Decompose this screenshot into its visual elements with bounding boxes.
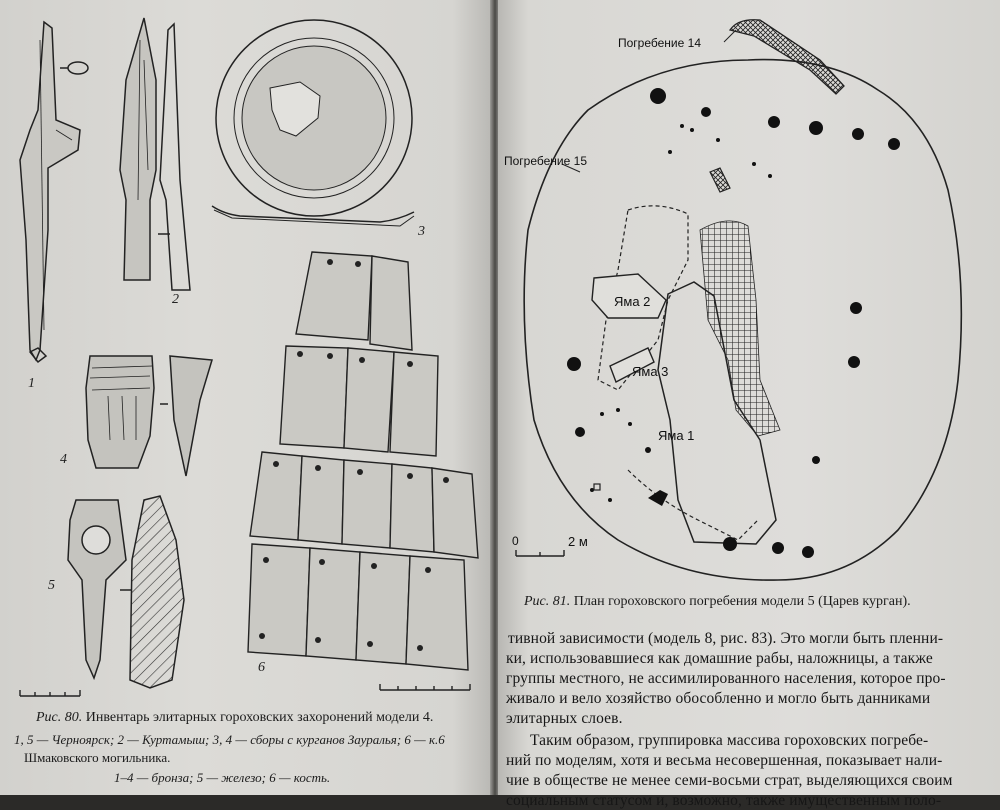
body-line-8: чие в обществе не менее семи-восьми страт, выделяющихся своим (506, 772, 953, 789)
figure-80-caption-line2: 1, 5 — Черноярск; 2 — Куртамыш; 3, 4 — сборы с курганов Зауралья; 6 — к.6 (14, 732, 445, 747)
figure-81-caption (524, 594, 911, 610)
figure-number-4: 4 (60, 452, 67, 467)
figure-80-caption-line4: 1–4 — бронза; 5 — железо; 6 — кость. (114, 770, 331, 785)
figure-80-lead: Рис. 80. (36, 710, 83, 725)
figure-number-6: 6 (258, 660, 265, 675)
label-burial-15: Погребение 15 (504, 154, 587, 168)
scale-two-meters: 2 м (568, 534, 588, 549)
figure-80-caption-line3: Шмаковского могильника. (24, 750, 171, 765)
body-line-4: живало и вело хозяйство обособленно и могло быть данниками (506, 690, 931, 707)
hatched-area (700, 221, 780, 436)
figure-81-lead: Рис. 81. (524, 594, 571, 609)
label-burial-14: Погребение 14 (618, 36, 701, 50)
figure-81-plan (498, 0, 1000, 600)
figure-81-title: План гороховского погребения модели 5 (Царев курган). (573, 594, 911, 609)
artifact-6-bone-plates (248, 252, 478, 670)
body-line-7: ний по моделям, хотя и весьма несовершенная, показывает нали- (506, 752, 943, 769)
figure-80-artifacts (0, 0, 492, 795)
scale-zero: 0 (512, 534, 519, 548)
figure-number-2: 2 (172, 292, 179, 307)
body-line-9: социальным статусом и, возможно, также имущественным поло- (506, 792, 942, 809)
label-pit-3: Яма 3 (632, 364, 669, 379)
label-pit-2: Яма 2 (614, 294, 651, 309)
figure-80-caption-title (36, 710, 433, 726)
body-line-6: Таким образом, группировка массива гороховских погребе- (530, 732, 929, 749)
figure-number-3: 3 (418, 224, 425, 239)
body-line-3: группы местного, не ассимилированного населения, которое про- (506, 670, 946, 687)
figure-number-1: 1 (28, 376, 35, 391)
figure-number-5: 5 (48, 578, 55, 593)
artifact-4-celt (86, 356, 212, 476)
body-line-2: ки, использовавшиеся как домашние рабы, наложницы, а также (506, 650, 933, 667)
left-page (0, 0, 492, 795)
body-line-1: тивной зависимости (модель 8, рис. 83). Это могли быть пленни- (508, 630, 944, 647)
artifact-2-spearhead (120, 18, 190, 290)
body-line-5: элитарных слоев. (506, 710, 623, 727)
burial-14-outline (730, 20, 844, 94)
artifact-5-iron-axe (68, 496, 184, 688)
artifact-3-disc (212, 20, 414, 226)
scale-bars (20, 684, 470, 696)
figure-80-title: Инвентарь элитарных гороховских захоронений модели 4. (85, 710, 434, 725)
artifact-1-knife (20, 22, 88, 362)
label-pit-1: Яма 1 (658, 428, 695, 443)
